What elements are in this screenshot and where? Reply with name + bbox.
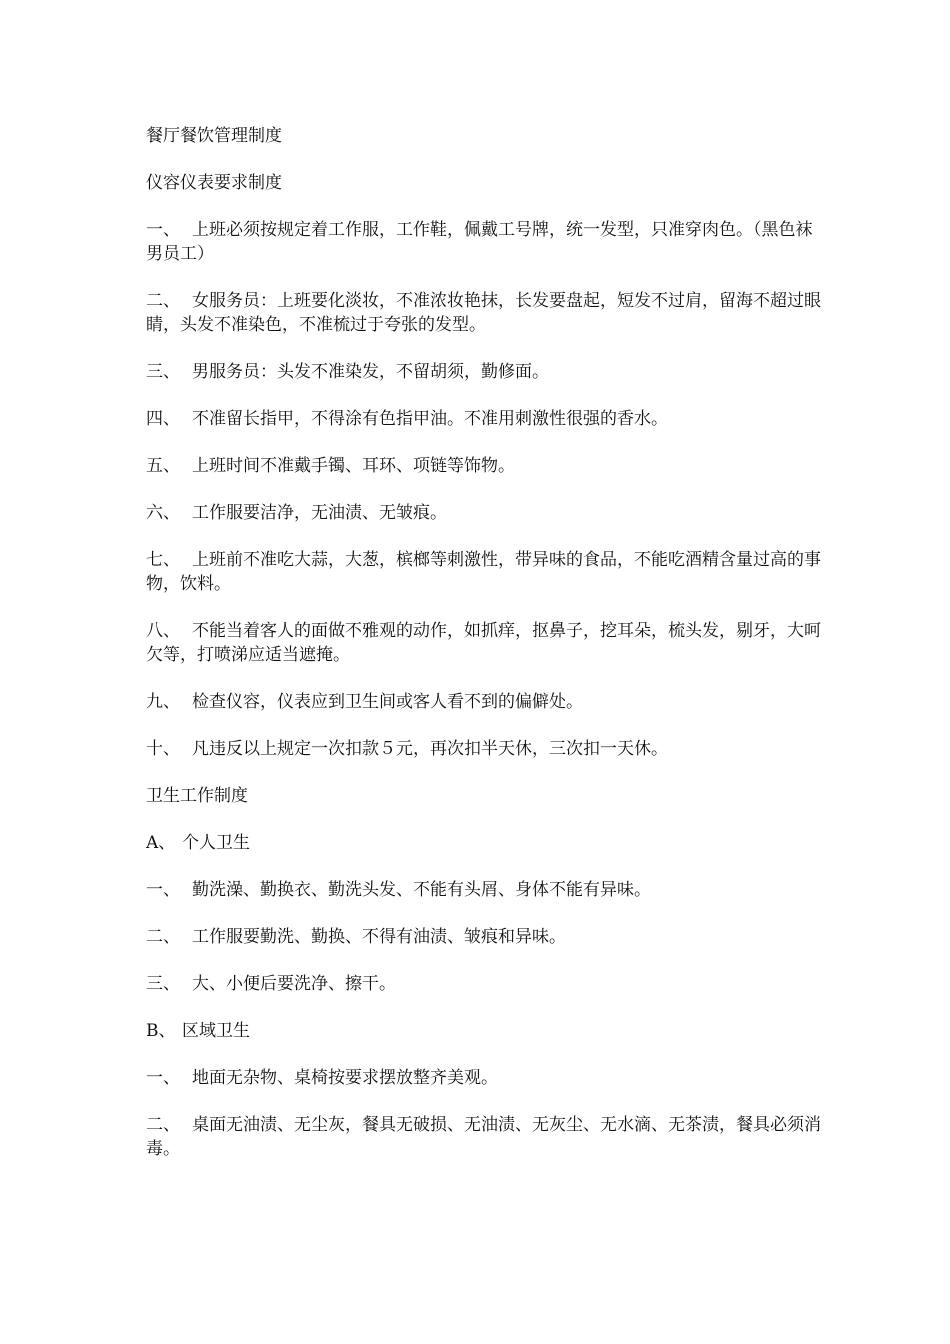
list-item xyxy=(146,925,826,949)
item-number: 二、 xyxy=(146,1115,180,1135)
list-item xyxy=(146,1066,826,1090)
item-number: 二、 xyxy=(146,927,180,947)
subsection-title-area xyxy=(146,1019,826,1043)
item-number: 六、 xyxy=(146,503,180,523)
list-item xyxy=(146,737,826,761)
item-text: 勤洗澡、勤换衣、勤洗头发、不能有头屑、身体不能有异味。 xyxy=(192,880,651,900)
list-item xyxy=(146,548,826,596)
list-item xyxy=(146,972,826,996)
item-number: 八、 xyxy=(146,621,180,641)
item-text: 不准留长指甲，不得涂有色指甲油。不准用刺激性很强的香水。 xyxy=(192,409,668,429)
item-text: 地面无杂物、桌椅按要求摆放整齐美观。 xyxy=(192,1068,498,1088)
item-text: 凡违反以上规定一次扣款５元，再次扣半天休，三次扣一天休。 xyxy=(192,739,668,759)
subsection-text: 区域卫生 xyxy=(182,1021,250,1041)
list-item xyxy=(146,1113,826,1161)
item-text: 上班必须按规定着工作服，工作鞋，佩戴工号牌，统一发型，只准穿肉色。（黑色袜男员工） xyxy=(146,220,813,264)
subsection-label: B、 xyxy=(146,1021,176,1041)
item-number: 三、 xyxy=(146,362,180,382)
document-title: 餐厅餐饮管理制度 xyxy=(146,126,282,146)
item-text: 上班时间不准戴手镯、耳环、项链等饰物。 xyxy=(192,456,515,476)
subsection-label: A、 xyxy=(146,833,176,853)
subsection-title-personal xyxy=(146,831,826,855)
item-text: 大、小便后要洗净、擦干。 xyxy=(192,974,396,994)
item-number: 七、 xyxy=(146,550,180,570)
item-number: 四、 xyxy=(146,409,180,429)
list-item xyxy=(146,360,826,384)
item-number: 一、 xyxy=(146,220,180,240)
item-number: 一、 xyxy=(146,880,180,900)
subsection-text: 个人卫生 xyxy=(182,833,250,853)
item-text: 工作服要勤洗、勤换、不得有油渍、皱痕和异味。 xyxy=(192,927,566,947)
item-text: 男服务员：头发不准染发，不留胡须，勤修面。 xyxy=(192,362,549,382)
item-number: 三、 xyxy=(146,974,180,994)
list-item xyxy=(146,690,826,714)
item-number: 二、 xyxy=(146,291,180,311)
section-title-appearance: 仪容仪表要求制度 xyxy=(146,173,282,193)
item-text: 上班前不准吃大蒜，大葱，槟榔等刺激性，带异味的食品，不能吃酒精含量过高的事物，饮料。 xyxy=(146,550,821,594)
list-item xyxy=(146,619,826,667)
item-text: 不能当着客人的面做不雅观的动作，如抓痒，抠鼻子，挖耳朵，梳头发，剔牙，大呵欠等，打喷涕应适当遮掩。 xyxy=(146,621,821,665)
item-number: 一、 xyxy=(146,1068,180,1088)
item-text: 检查仪容，仪表应到卫生间或客人看不到的偏僻处。 xyxy=(192,692,583,712)
list-item xyxy=(146,454,826,478)
list-item xyxy=(146,289,826,337)
item-text: 女服务员：上班要化淡妆，不准浓妆艳抹，长发要盘起，短发不过肩，留海不超过眼睛，头发不准染色，不准梳过于夸张的发型。 xyxy=(146,291,821,335)
item-number: 十、 xyxy=(146,739,180,759)
item-text: 桌面无油渍、无尘灰，餐具无破损、无油渍、无灰尘、无水滴、无茶渍，餐具必须消毒。 xyxy=(146,1115,821,1159)
section-title-hygiene: 卫生工作制度 xyxy=(146,786,248,806)
item-text: 工作服要洁净，无油渍、无皱痕。 xyxy=(192,503,447,523)
list-item xyxy=(146,407,826,431)
item-number: 九、 xyxy=(146,692,180,712)
list-item xyxy=(146,501,826,525)
list-item xyxy=(146,878,826,902)
item-number: 五、 xyxy=(146,456,180,476)
list-item xyxy=(146,218,826,266)
document-body xyxy=(146,124,826,1184)
